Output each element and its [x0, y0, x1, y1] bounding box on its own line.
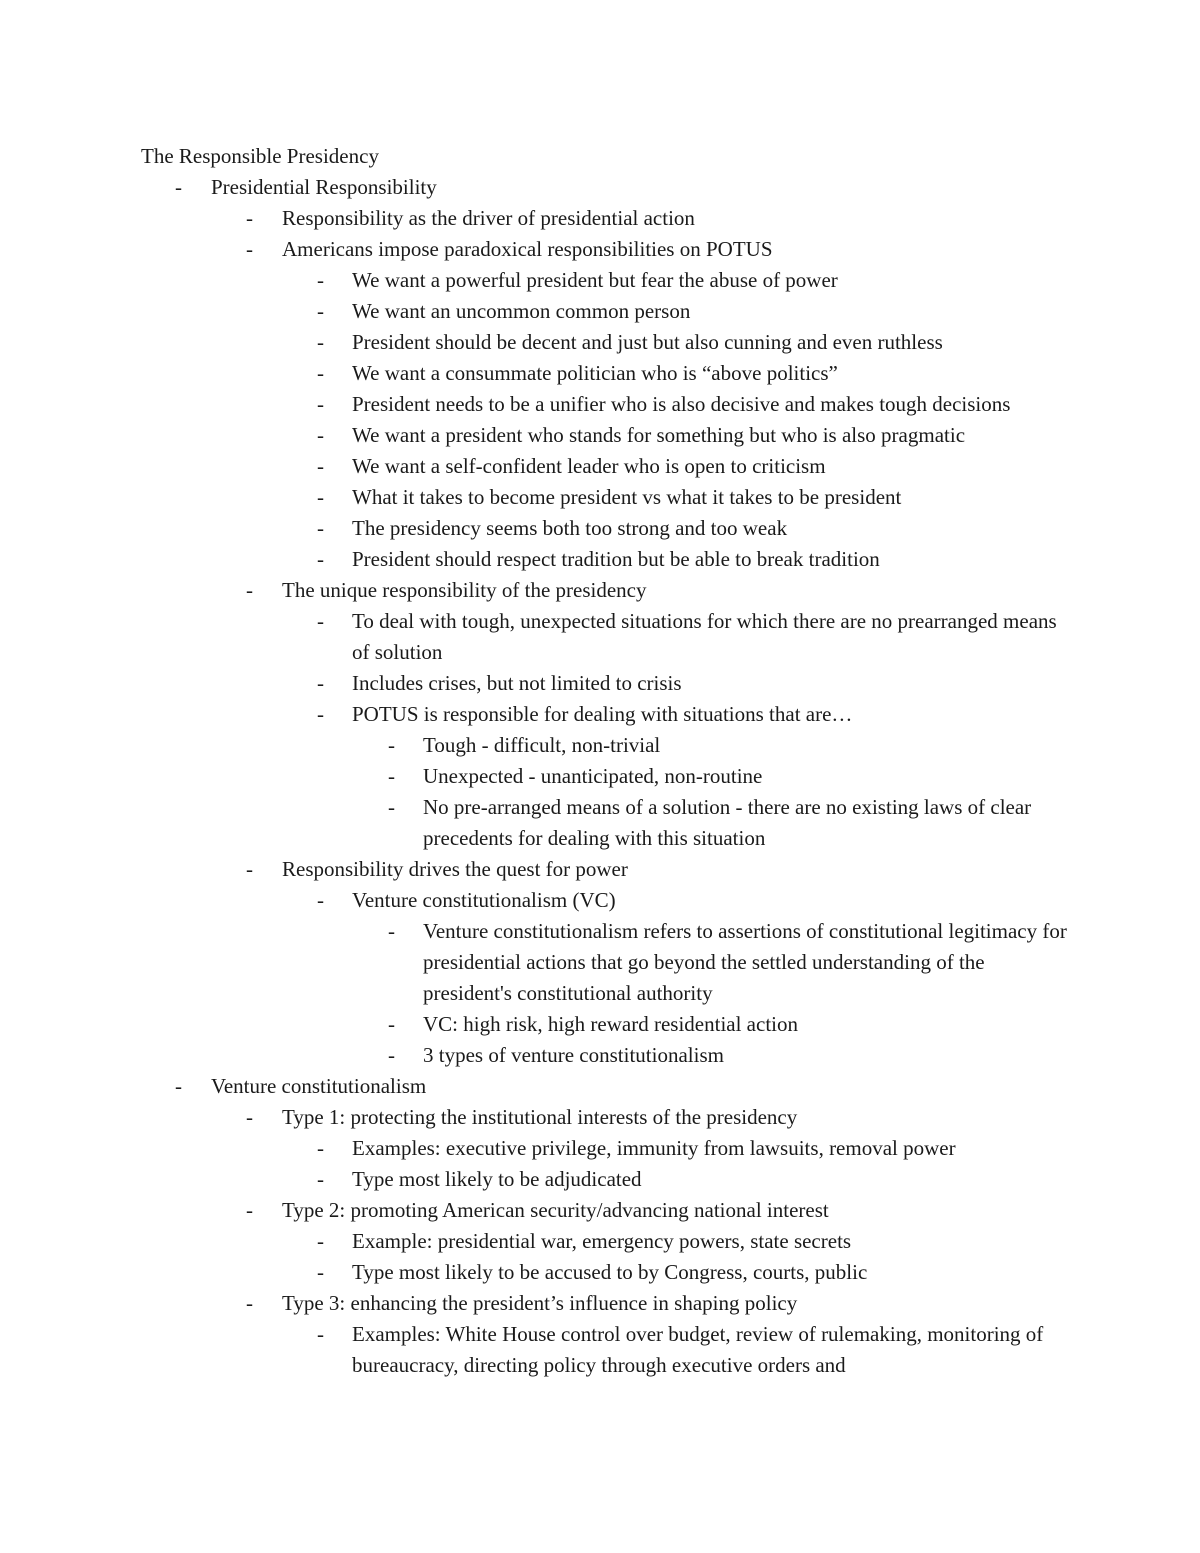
outline-item-text: We want an uncommon common person — [352, 299, 691, 323]
outline-item-text: POTUS is responsible for dealing with situations that are… — [352, 702, 853, 726]
outline-item-level-3 — [0, 389, 1200, 420]
bullet-dash: - — [317, 454, 324, 478]
outline-item-level-3 — [0, 296, 1200, 327]
outline-item-text: President should respect tradition but be able to break tradition — [352, 547, 880, 571]
outline-item-level-2 — [0, 1195, 1200, 1226]
outline-item-text: Unexpected - unanticipated, non-routine — [423, 764, 763, 788]
bullet-dash: - — [317, 392, 324, 416]
outline-item-level-3 — [0, 1133, 1200, 1164]
outline-item-text: Example: presidential war, emergency powers, state secrets — [352, 1229, 852, 1253]
bullet-dash: - — [317, 1136, 324, 1160]
outline-item-level-1 — [0, 1071, 1200, 1102]
outline-item-text: Tough - difficult, non-trivial — [423, 733, 661, 757]
outline-list — [0, 172, 1200, 1381]
outline-item-level-4 — [0, 730, 1200, 761]
outline-item-text: Venture constitutionalism — [211, 1074, 427, 1098]
bullet-dash: - — [246, 1291, 253, 1315]
bullet-dash: - — [317, 547, 324, 571]
outline-item-text: To deal with tough, unexpected situations for which there are no prearranged means of solution — [352, 609, 1057, 664]
outline-item-level-3 — [0, 668, 1200, 699]
outline-item-level-4 — [0, 792, 1200, 854]
outline-item-text: VC: high risk, high reward residential action — [423, 1012, 798, 1036]
bullet-dash: - — [388, 919, 395, 943]
bullet-dash: - — [175, 1074, 182, 1098]
bullet-dash: - — [317, 423, 324, 447]
outline-item-text: Type most likely to be adjudicated — [352, 1167, 642, 1191]
outline-item-level-3 — [0, 1257, 1200, 1288]
outline-item-level-3 — [0, 513, 1200, 544]
bullet-dash: - — [175, 175, 182, 199]
bullet-dash: - — [246, 857, 253, 881]
bullet-dash: - — [317, 485, 324, 509]
bullet-dash: - — [246, 206, 253, 230]
outline-item-level-3 — [0, 265, 1200, 296]
outline-item-text: President should be decent and just but also cunning and even ruthless — [352, 330, 943, 354]
outline-item-text: We want a president who stands for something but who is also pragmatic — [352, 423, 966, 447]
outline-item-level-3 — [0, 451, 1200, 482]
outline-item-level-2 — [0, 203, 1200, 234]
bullet-dash: - — [388, 733, 395, 757]
outline-item-text: Presidential Responsibility — [211, 175, 437, 199]
bullet-dash: - — [317, 1260, 324, 1284]
outline-item-level-3 — [0, 606, 1200, 668]
bullet-dash: - — [317, 516, 324, 540]
outline-item-text: What it takes to become president vs what it takes to be president — [352, 485, 902, 509]
outline-item-level-3 — [0, 1164, 1200, 1195]
bullet-dash: - — [246, 1105, 253, 1129]
outline-item-level-4 — [0, 1040, 1200, 1071]
outline-item-text: No pre-arranged means of a solution - there are no existing laws of clear precedents for dealing with this situation — [423, 795, 1032, 850]
outline-item-level-3 — [0, 1319, 1200, 1381]
bullet-dash: - — [317, 1167, 324, 1191]
outline-item-level-3 — [0, 1226, 1200, 1257]
outline-item-text: Examples: executive privilege, immunity from lawsuits, removal power — [352, 1136, 956, 1160]
outline-item-level-4 — [0, 1009, 1200, 1040]
outline-item-level-4 — [0, 916, 1200, 1009]
outline-item-text: Venture constitutionalism refers to assertions of constitutional legitimacy for presidential actions that go beyond the settled understanding of the president's constitutional authority — [423, 919, 1067, 1005]
outline-item-text: Responsibility drives the quest for power — [282, 857, 628, 881]
outline-item-text: The presidency seems both too strong and too weak — [352, 516, 788, 540]
outline-item-text: Includes crises, but not limited to crisis — [352, 671, 682, 695]
outline-item-text: Type 2: promoting American security/advancing national interest — [282, 1198, 829, 1222]
outline-item-level-2 — [0, 1288, 1200, 1319]
bullet-dash: - — [317, 888, 324, 912]
outline-item-text: We want a self-confident leader who is open to criticism — [352, 454, 826, 478]
outline-item-text: The unique responsibility of the presidency — [282, 578, 647, 602]
outline-item-text: 3 types of venture constitutionalism — [423, 1043, 724, 1067]
outline-item-level-3 — [0, 358, 1200, 389]
outline-item-text: President needs to be a unifier who is also decisive and makes tough decisions — [352, 392, 1011, 416]
outline-item-level-3 — [0, 420, 1200, 451]
outline-item-text: Type 1: protecting the institutional interests of the presidency — [282, 1105, 798, 1129]
outline-item-level-2 — [0, 234, 1200, 265]
outline-item-level-3 — [0, 885, 1200, 916]
bullet-dash: - — [388, 764, 395, 788]
outline-item-level-4 — [0, 761, 1200, 792]
outline-item-text: Americans impose paradoxical responsibilities on POTUS — [282, 237, 773, 261]
outline-item-text: Responsibility as the driver of presidential action — [282, 206, 695, 230]
outline-item-level-3 — [0, 544, 1200, 575]
bullet-dash: - — [317, 1322, 324, 1346]
bullet-dash: - — [388, 1043, 395, 1067]
outline-item-level-1 — [0, 172, 1200, 203]
outline-item-text: We want a powerful president but fear the abuse of power — [352, 268, 838, 292]
outline-item-text: We want a consummate politician who is “above politics” — [352, 361, 838, 385]
outline-item-level-2 — [0, 1102, 1200, 1133]
outline-item-level-2 — [0, 575, 1200, 606]
outline-item-text: Type 3: enhancing the president’s influence in shaping policy — [282, 1291, 798, 1315]
outline-item-text: Venture constitutionalism (VC) — [352, 888, 616, 912]
bullet-dash: - — [317, 609, 324, 633]
bullet-dash: - — [317, 361, 324, 385]
outline-item-level-3 — [0, 699, 1200, 730]
bullet-dash: - — [388, 1012, 395, 1036]
bullet-dash: - — [317, 671, 324, 695]
document-title: The Responsible Presidency — [141, 144, 379, 168]
bullet-dash: - — [388, 795, 395, 819]
outline-item-level-3 — [0, 482, 1200, 513]
bullet-dash: - — [317, 299, 324, 323]
bullet-dash: - — [317, 268, 324, 292]
bullet-dash: - — [317, 1229, 324, 1253]
outline-item-level-2 — [0, 854, 1200, 885]
bullet-dash: - — [246, 578, 253, 602]
outline-item-level-3 — [0, 327, 1200, 358]
outline-item-text: Type most likely to be accused to by Congress, courts, public — [352, 1260, 868, 1284]
bullet-dash: - — [246, 237, 253, 261]
outline-item-text: Examples: White House control over budget, review of rulemaking, monitoring of bureaucracy, directing policy through executive orders and — [352, 1322, 1044, 1377]
bullet-dash: - — [317, 330, 324, 354]
bullet-dash: - — [317, 702, 324, 726]
bullet-dash: - — [246, 1198, 253, 1222]
